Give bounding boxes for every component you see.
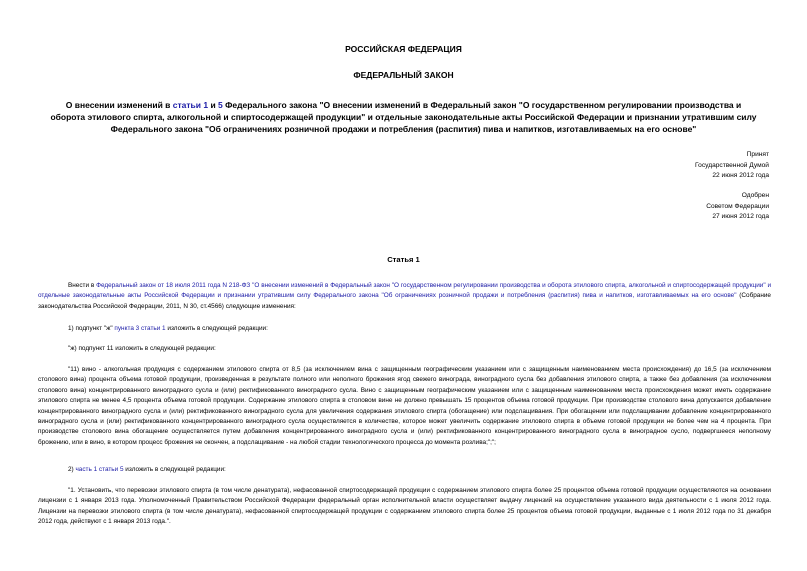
paragraph-text: изложить в следующей редакции: [123, 466, 226, 473]
link-point-3-article-1[interactable]: пункта 3 статьи 1 [114, 325, 166, 332]
paragraph-item-2 [38, 465, 771, 475]
link-part-1-article-5[interactable]: часть 1 статьи 5 [75, 466, 124, 473]
approved-line: Советом Федерации [706, 202, 769, 210]
title-text: О внесении изменений в [65, 100, 173, 110]
header-doc-type: ФЕДЕРАЛЬНЫЙ ЗАКОН [353, 70, 454, 80]
adopted-line: Принят [746, 151, 769, 158]
adopted-block [695, 150, 769, 182]
approved-block [706, 191, 769, 223]
title-text: Федерального закона "О внесении изменений в Федеральный закон "О государственном регулировании производства и оборота этилового спирта, алкогольной и спиртосодержащей продукции" и отдельные законодательные акты Российской Федерации и признании утратившим силу Федерального закона "Об ограничениях розничной продажи и потребления (распития) пива и напитков, изготавливаемых на его основе" [50, 100, 757, 134]
paragraph-intro [38, 281, 771, 312]
link-article-5[interactable]: 5 [218, 100, 223, 110]
title-text: и [208, 100, 219, 110]
adopted-date: 22 июня 2012 года [712, 172, 769, 179]
paragraph-text: Внести в [68, 282, 97, 289]
header-country: РОССИЙСКАЯ ФЕДЕРАЦИЯ [345, 44, 462, 54]
adopted-line: Государственной Думой [695, 161, 769, 169]
paragraph-text: 1) подпункт "ж" [68, 325, 115, 332]
paragraph-text: 2) [68, 466, 76, 473]
document-title [48, 99, 759, 135]
article-title: Статья 1 [387, 255, 420, 264]
paragraph-item-1 [38, 324, 771, 334]
paragraph-subitem-zh: "ж) подпункт 11 изложить в следующей редакции: [68, 345, 216, 352]
link-federal-law-218[interactable]: Федеральный закон от 18 июля 2011 года N 218-ФЗ "О внесении изменений в Федеральный закон "О государственном регулировании производства и оборота этилового спирта, алкогольной и спиртосодержащей продукции" и отдельные законодательные акты Российской Федерации и признании утратившим силу Федерального закона "Об ограничениях розничной продажи и потребления (распития) пива и напитков, изготавливаемых на его основе" [38, 282, 772, 300]
approved-date: 27 июня 2012 года [712, 213, 769, 220]
link-article-1[interactable]: статьи 1 [172, 100, 209, 110]
paragraph-text: (Собрание законодательства Российской Федерации, 2011, N 30, ст.4566) следующие изменения: [38, 292, 771, 310]
paragraph-text: изложить в следующей редакции: [165, 325, 268, 332]
paragraph-licensing: "1. Установить, что перевозки этилового спирта (в том числе денатурата), нефасованной спиртосодержащей продукции с содержанием этилового спирта более 25 процентов объема готовой продукции осуществляются на основании лицензии с 1 января 2013 года. Уполномоченный Правительством Российской Федерации федеральный орган исполнительной власти осуществляет выдачу лицензий на осуществление указанного вида деятельности с 1 июля 2012 года. Лицензии на перевозки этилового спирта (в том числе денатурата), нефасованной спиртосодержащей продукции с содержанием этилового спирта более 25 процентов объема готовой продукции, выданные с 1 июля 2012 года по 31 декабря 2012 года, действуют с 1 января 2013 года.". [38, 487, 771, 526]
approved-line: Одобрен [741, 192, 769, 199]
paragraph-wine-definition: "11) вино - алкогольная продукция с содержанием этилового спирта от 8,5 (за исключением вина с защищенным географическим указанием или с защищенным наименованием места происхождения) до 16,5 (за исключением столового вина) процента объема готовой продукции, произведенная в результате полного или неполного брожения ягод свежего винограда, виноградного сусла без добавления этилового спирта, а также без добавления (за исключением столового вина) концентрированного виноградного сусла и (или) ректификованного виноградного сусла. Вино с защищенным географическим указанием или с защищенным наименованием места происхождения может иметь содержание этилового спирта не менее 4,5 процента объема готовой продукции. Содержание этилового спирта в столовом вине не должно превышать 15 процентов объема готовой продукции. При производстве столового вина допускается добавление концентрированного виноградного сусла и (или) ректификованного виноградного сусла для увеличения содержания этилового спирта (обогащение) или подслащивания. При обогащении или подслащивании добавление концентрированного виноградного сусла и (или) ректификованного концентрированного виноградного сусла осуществляется в количестве, которое может увеличить содержание этилового спирта в объеме готовой продукции не более чем на 4 процента. При производстве столового вина обогащение осуществляется путем добавления концентрированного виноградного сусла и (или) ректификованного концентрированного виноградного сусла в виноградное сусло, подвергшееся неполному брожению, или в вино, в котором процесс брожения не окончен, а подслащивание - на любой стадии технологического процесса до момента розлива;";"; [38, 366, 771, 446]
